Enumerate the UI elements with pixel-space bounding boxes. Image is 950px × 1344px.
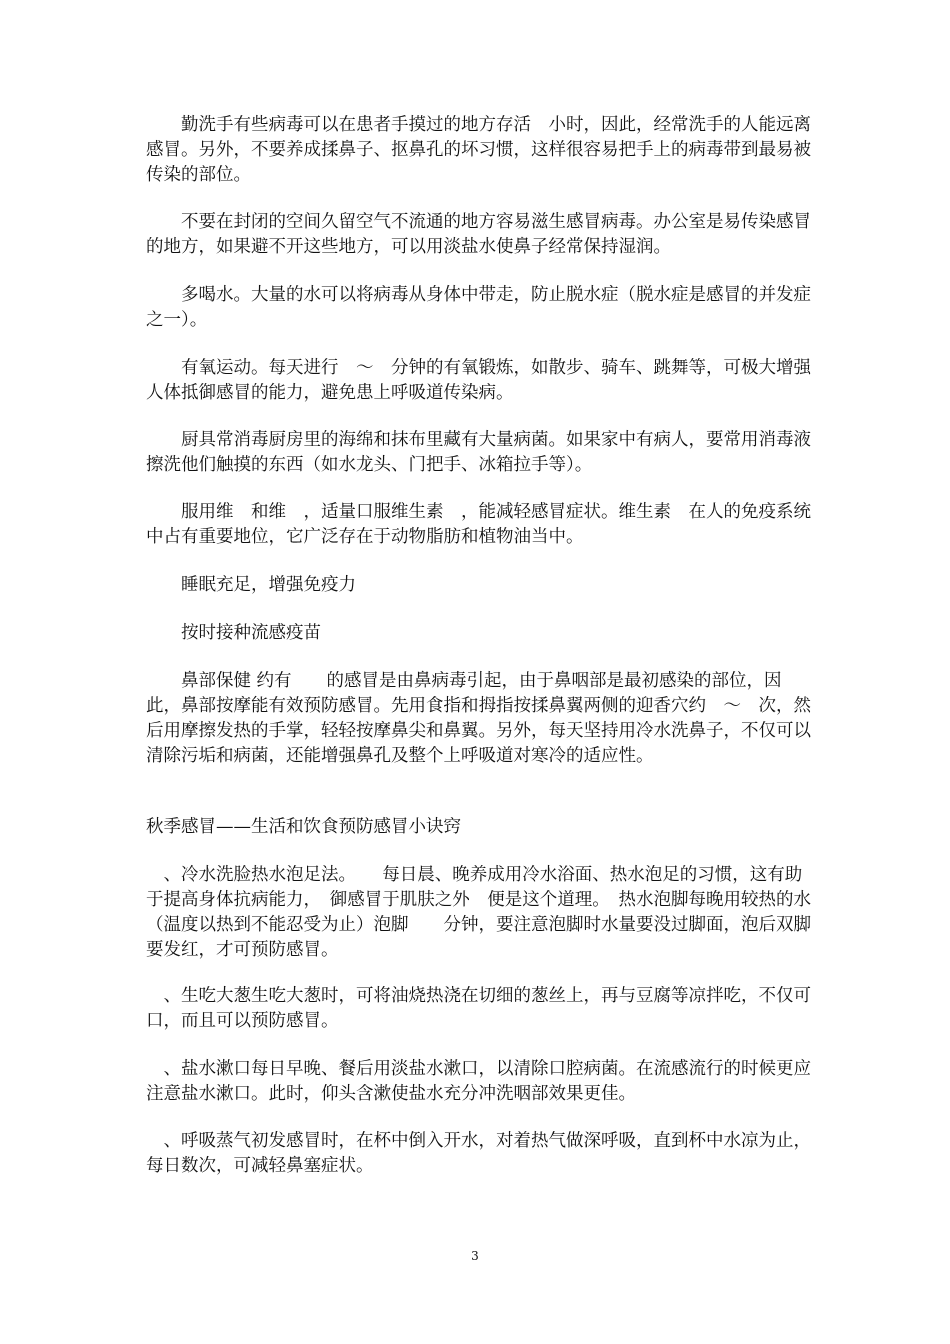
- paragraph-drink-water: 多喝水。大量的水可以将病毒从身体中带走，防止脱水症（脱水症是感冒的并发症之一）。: [146, 285, 811, 330]
- paragraph-salt-water-gargle: 、盐水漱口每日早晚、餐后用淡盐水漱口，以清除口腔病菌。在流感流行的时候更应注意盐水漱口。此时，仰头含漱使盐水充分冲洗咽部效果更佳。: [146, 1059, 811, 1104]
- paragraph-steam-breathing: 、呼吸蒸气初发感冒时，在杯中倒入开水，对着热气做深呼吸，直到杯中水凉为止，每日数次，可减轻鼻塞症状。: [146, 1131, 811, 1176]
- paragraph-cold-warm-water: 、冷水洗脸热水泡足法。 每日晨、晚养成用冷水浴面、热水泡足的习惯，这有助于提高身体抗病能力， 御感冒于肌肤之外 便是这个道理。 热水泡脚每晚用较热的水（温度以热到不能忍受为止）泡脚 分钟，要注意泡脚时水量要没过脚面，泡后双脚要发红，才可预防感冒。: [146, 865, 811, 960]
- paragraph-wash-hands: 勤洗手有些病毒可以在患者手摸过的地方存活 小时，因此，经常洗手的人能远离感冒。另外，不要养成揉鼻子、抠鼻孔的坏习惯，这样很容易把手上的病毒带到最易被传染的部位。: [146, 115, 811, 185]
- paragraph-kitchen-disinfection: 厨具常消毒厨房里的海绵和抹布里藏有大量病菌。如果家中有病人，要常用消毒液擦洗他们触摸的东西（如水龙头、门把手、冰箱拉手等）。: [146, 430, 811, 475]
- paragraph-nose-care: 鼻部保健 约有 的感冒是由鼻病毒引起，由于鼻咽部是最初感染的部位，因此，鼻部按摩能有效预防感冒。先用食指和拇指按揉鼻翼两侧的迎香穴约 ～ 次，然后用摩擦发热的手掌，轻轻按摩鼻尖和鼻翼。另外，每天坚持用冷水洗鼻子，不仅可以清除污垢和病菌，还能增强鼻孔及整个上呼吸道对寒冷的适应性。: [146, 671, 811, 766]
- paragraph-sleep: 睡眠充足，增强免疫力: [146, 575, 356, 595]
- paragraph-ventilation: 不要在封闭的空间久留空气不流通的地方容易滋生感冒病毒。办公室是易传染感冒的地方，如果避不开这些地方，可以用淡盐水使鼻子经常保持湿润。: [146, 212, 811, 257]
- paragraph-vaccine: 按时接种流感疫苗: [146, 623, 321, 643]
- paragraph-scallion: 、生吃大葱生吃大葱时，可将油烧热浇在切细的葱丝上，再与豆腐等凉拌吃，不仅可口，而且可以预防感冒。: [146, 986, 811, 1031]
- section-heading: 秋季感冒——生活和饮食预防感冒小诀窍: [146, 817, 461, 837]
- page-number: 3: [471, 1249, 479, 1263]
- paragraph-aerobic-exercise: 有氧运动。每天进行 ～ 分钟的有氧锻炼，如散步、骑车、跳舞等，可极大增强人体抵御感冒的能力，避免患上呼吸道传染病。: [146, 358, 811, 403]
- paragraph-vitamins: 服用维 和维 ，适量口服维生素 ，能减轻感冒症状。维生素 在人的免疫系统中占有重要地位，它广泛存在于动物脂肪和植物油当中。: [146, 502, 811, 547]
